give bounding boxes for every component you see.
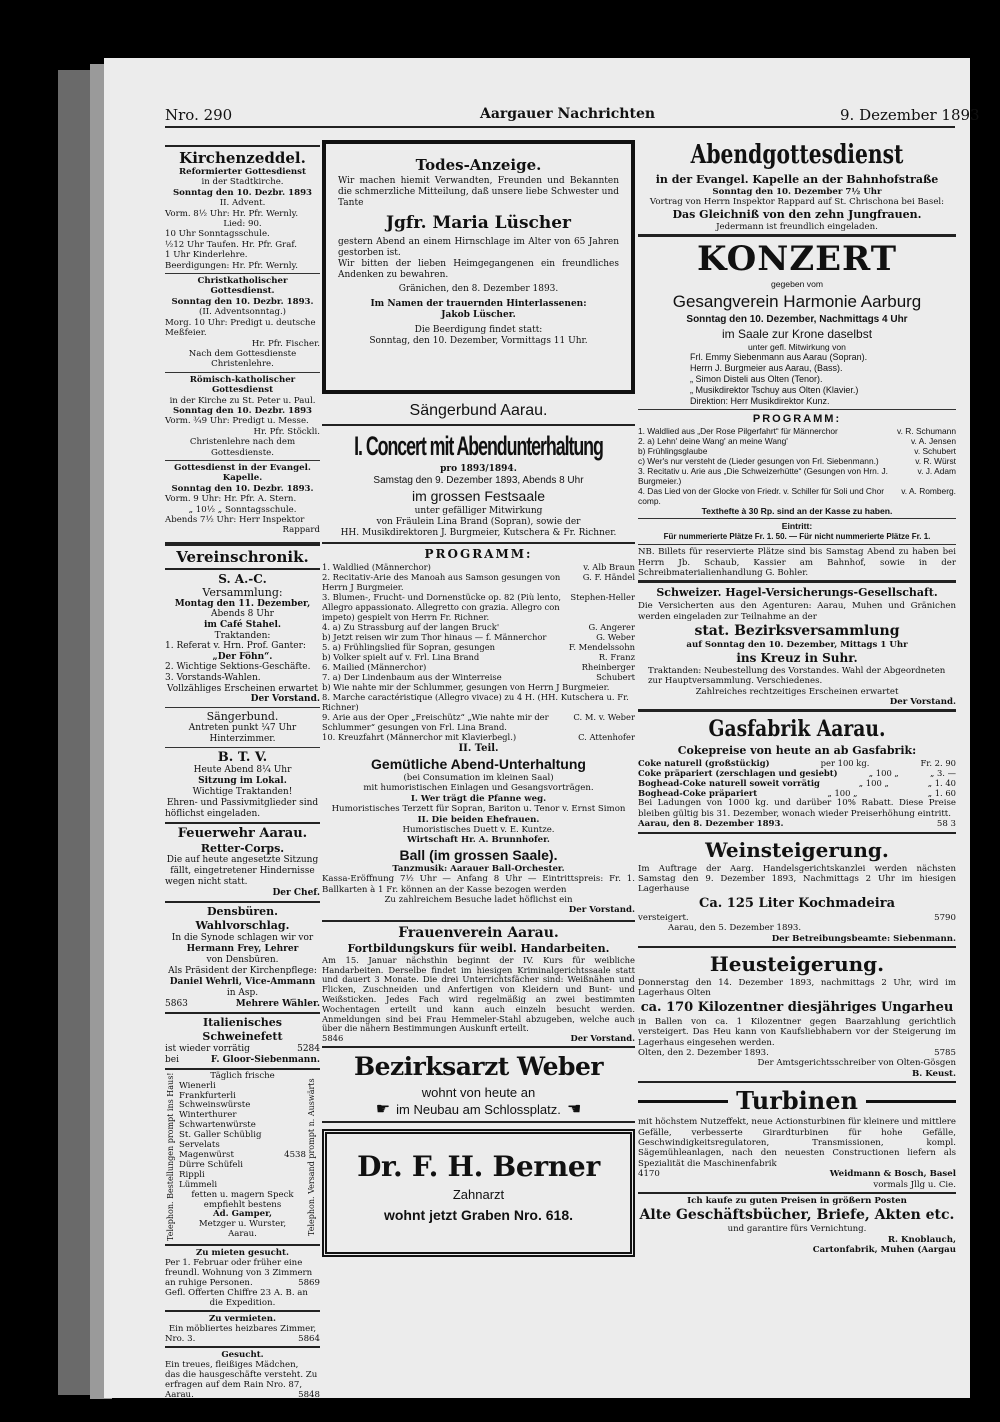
ornament-icon — [638, 1100, 728, 1103]
list-item: 10 Uhr Sonntagsschule. — [165, 229, 270, 240]
sac-line: Versammlung: — [202, 585, 283, 599]
sac-title: S. A.-C. — [218, 571, 267, 586]
k-musician: „ Musikdirektor Tschuy aus Olten (Klavier.) — [690, 385, 859, 396]
list-item: Gottesdienst in der Evangel. Kapelle. — [174, 462, 311, 484]
list-item: Sonntag den 10. Dezbr. 1893 — [172, 187, 313, 198]
side-text: Telephon. Bestellungen prompt ins Haus! — [166, 1072, 175, 1242]
notice-title: Gesucht. — [221, 1349, 264, 1360]
w-text: versteigert. — [638, 912, 689, 923]
fv-text: Am 15. Januar nächsthin beginnt der IV. Kurs für weibliche Handarbeiten. Derselbe findet im hiesigen Kriminalgerichtssaale statt und dauert 3 Monate. Die drei Unterrichtsfächer sind: Weißnähen und Flicken, Zuschneiden und Anfertigen von Kleidern und Bunt- und Weißsticken. Jedes Fach wird regelmäßig an zwei bestimmten Wochentagen erteilt und kann auch einzeln besucht werden. Anmeldungen sind bei Frau Hemmeler-Stahl abzugeben, welche auch über die nähern Bestimmungen Auskunft erteilt. — [322, 954, 635, 1034]
sac-line: Traktanden: — [214, 630, 271, 641]
list-item: Ad. Gamper, — [212, 1209, 273, 1220]
list-item: Winterthurer — [179, 1110, 237, 1121]
saengerbund-concert — [322, 400, 635, 562]
sb-concert: I. Concert mit Abendunterhaltung — [354, 431, 603, 461]
notice-line: Gefl. Offerten Chiffre 23 A. B. an — [165, 1287, 308, 1298]
t-title: Turbinen — [736, 1086, 858, 1116]
ornament-icon — [866, 1100, 956, 1103]
g-note: Bei Ladungen von 1000 kg. und darüber 10% Rabatt. Diese Preise bleiben gültig bis 31. Dezember, wonach wieder Preiserhöhung eintritt. — [638, 798, 956, 819]
notice-line: erfragen auf dem Rain Nro. 87, — [165, 1379, 303, 1390]
frauenverein-ad — [322, 924, 635, 1044]
heusteigerung-ad — [638, 950, 956, 1079]
pointing-hand-icon: ☛ — [375, 1101, 391, 1119]
weinsteigerung-ad — [638, 836, 956, 944]
kirchenzeddel-list — [165, 167, 320, 536]
side-text: Telephon. Versand prompt n. Auswärts — [307, 1077, 316, 1236]
list-item: empfiehlt bestens — [203, 1199, 282, 1210]
ad-number: 5869 — [298, 1277, 320, 1288]
sb-program — [322, 562, 635, 742]
ad-number: 5863 — [165, 998, 188, 1009]
list-item: „ 10½ „ Sonntagsschule. — [188, 504, 297, 515]
wurst-ad — [165, 1072, 320, 1242]
list-item: Abends 7½ Uhr: Herr Inspektor — [165, 515, 305, 525]
berner-sub: Zahnarzt — [452, 1187, 505, 1203]
tod-place: Gränichen, den 8. Dezember 1893. — [398, 284, 559, 294]
notice-line: Hinterzimmer. — [209, 733, 276, 744]
list-item: ½12 Uhr Taufen. Hr. Pfr. Graf. — [165, 239, 298, 250]
ad-number: 5790 — [934, 912, 956, 923]
k-musician: „ Simon Disteli aus Olten (Tenor). — [690, 374, 823, 385]
list-item: Vorm. 9 Uhr: Hr. Pfr. A. Stern. — [165, 494, 297, 505]
k-musician: Direktion: Herr Musikdirektor Kunz. — [690, 396, 830, 407]
todes-anzeige — [322, 140, 635, 394]
list-item: fetten u. magern Speck — [191, 1189, 294, 1200]
notice-line: ist wieder vorrätig — [165, 1043, 250, 1054]
ad-number: 4538 — [284, 1150, 306, 1160]
notice-line: Per 1. Februar oder früher eine — [165, 1257, 303, 1268]
sb-invite: Zu zahlreichem Besuche ladet höflichst ein — [384, 895, 573, 906]
k-prog-title: PROGRAMM: — [752, 413, 842, 426]
k-prices: Für nummerierte Plätze Fr. 1. 50. — Für nicht nummerierte Plätze Fr. 1. — [663, 531, 931, 541]
a-line: Ich kaufe zu guten Preisen in größern Posten — [687, 1196, 907, 1207]
program-item: 1. Waldlied aus „Der Rose Pilgerfahrt“ für Männerchor v. R. Schumann — [638, 426, 956, 437]
sb-wirt: Wirtschaft Hr. A. Brunnhofer. — [407, 835, 550, 846]
w-title: Weinsteigerung. — [705, 837, 889, 862]
pointing-hand-icon: ☛ — [566, 1101, 582, 1119]
ad-number: 5284 — [297, 1043, 320, 1054]
tod-name: Jgfr. Maria Lüscher — [385, 213, 572, 233]
middle-column — [322, 140, 635, 1395]
notice-line: Heute Abend 8¼ Uhr — [193, 764, 292, 775]
program-item: 3. Blumen-, Frucht- und Dornenstücke op. 82 (Più lento, Allegro appassionato. Allegretto con grazia. Allegro con impeto) gespielt von Herrn Fr. Richner. Stephen-Heller — [322, 592, 635, 622]
notice-line: das die hausgeschäfte versteht. Zu — [165, 1369, 318, 1380]
ag-invite: Jedermann ist freundlich eingeladen. — [716, 221, 878, 232]
geschaeftsbuecher-ad — [638, 1196, 956, 1256]
list-item: St. Galler Schüblig — [179, 1130, 262, 1141]
saengerbund-notice — [165, 710, 320, 745]
sac-line: Der Vorstand. — [250, 694, 320, 705]
fv-sub: Fortbildungskurs für weibl. Handarbeiten. — [347, 941, 610, 955]
weber-text: wohnt von heute an — [421, 1085, 536, 1101]
mieten-ad — [165, 1248, 320, 1308]
left-column — [165, 143, 320, 1400]
h-title: Schweizer. Hagel-Versicherungs-Gesellschaft. — [656, 586, 938, 600]
notice-title: B. T. V. — [217, 749, 268, 765]
kirchenzeddel-title: Kirchenzeddel. — [179, 149, 306, 167]
g-sub: Cokepreise von heute an ab Gasfabrik: — [677, 744, 917, 758]
sac-line: 2. Wichtige Sektions-Geschäfte. — [165, 662, 311, 673]
k-with: unter gefl. Mitwirkung von — [748, 341, 846, 352]
hs-text: in Ballen von ca. 1 Kilozentner gegen Baarzahlung gerichtlich versteigert. Das Heu kann von Kaufsliebhabern vor der Steigerung im Lagerhaus eingesehen werden. — [638, 1016, 956, 1048]
sb-part2 — [322, 742, 635, 916]
list-item: Hr. Pfr. Stöckli. — [253, 426, 320, 437]
ag-vortrag: Vortrag von Herrn Inspektor Rappard auf St. Chrischona bei Basel: — [649, 197, 945, 208]
g-title: Gasfabrik Aarau. — [708, 716, 886, 743]
notice-title: Densbüren. Wahlvorschlag. — [195, 904, 290, 932]
hs-date: Olten, den 2. Dezember 1893. — [638, 1048, 769, 1058]
notice-line: bei — [165, 1054, 179, 1065]
list-item: Römisch-katholischer Gottesdienst — [189, 374, 296, 396]
notice-line: Ehren- und Passivmitglieder sind — [166, 797, 319, 808]
notice-line: an ruhige Personen. — [165, 1277, 253, 1288]
masthead: Aargauer Nachrichten — [480, 106, 656, 122]
sac-line: im Café Stahel. — [203, 620, 282, 630]
k-given: gegeben vom — [770, 279, 824, 290]
hs-text: Donnerstag den 14. Dezember 1893, nachmittags 2 Uhr, wird im Lagerhaus Olten — [638, 977, 956, 999]
notice-title: Zu mieten gesucht. — [195, 1247, 290, 1258]
sac-line: Abends 8 Uhr — [211, 609, 274, 620]
program-item: b) Jetzt reisen wir zum Thor hinaus — f. Männerchor G. Weber — [322, 632, 635, 642]
notice-line: Ein möbliertes heizbares Zimmer, — [168, 1323, 317, 1334]
right-column — [638, 137, 956, 1395]
hs-title: Heusteigerung. — [709, 951, 885, 976]
header-rule — [165, 126, 955, 128]
price-row: Boghead-Coke naturell soweit vorrätig „ 100 „ „ 1. 40 — [638, 778, 956, 789]
sb-gem-line: mit humoristischen Einlagen und Gesangsvorträgen. — [363, 783, 594, 794]
program-item: 2. a) Lehn' deine Wang' an meine Wang' v. A. Jensen — [638, 436, 956, 447]
sb-with: HH. Musikdirektoren J. Burgmeier, Kutschera & Fr. Richner. — [340, 528, 617, 538]
program-item: 5. a) Frühlingslied für Sopran, gesungen F. Mendelssohn — [322, 642, 635, 652]
list-item: Sonntag den 10. Dezbr. 1893 — [172, 405, 313, 416]
h-place: ins Kreuz in Suhr. — [736, 650, 858, 665]
a-sign: R. Knoblauch, — [887, 1234, 956, 1245]
sb-gem-line: Humoristisches Terzett für Sopran, Bariton u. Tenor v. Ernst Simon — [331, 804, 626, 815]
program-item: 6. Mailied (Männerchor) Rheinberger — [322, 662, 635, 672]
sb-kassa: Kassa-Eröffnung 7½ Uhr — Anfang 8 Uhr — Eintrittspreis: Fr. 1. Ballkarten à 1 Fr. können an der Kasse bezogen werden — [322, 874, 635, 895]
hs-sign: B. Keust. — [911, 1068, 956, 1079]
sb-gem: Gemütliche Abend-Unterhaltung — [371, 756, 586, 772]
notice-line: Die auf heute angesetzte Sitzung — [166, 854, 319, 865]
list-item: Beerdigungen: Hr. Pfr. Wernly. — [165, 260, 298, 271]
wurst-list — [179, 1072, 306, 1242]
ad-number: 5848 — [298, 1389, 320, 1400]
tod-burial: Sonntag, den 10. Dezember, Vormittags 11 Uhr. — [369, 336, 588, 346]
list-item: Lied: 90. — [223, 219, 262, 230]
list-item: Morg. 10 Uhr: Predigt u. deutsche Meßfeier. — [165, 317, 316, 339]
tod-title: Todes-Anzeige. — [415, 156, 542, 174]
vereinschronik-title: Vereinschronik. — [176, 547, 309, 566]
sac-notice — [165, 572, 320, 705]
sb-title: Sängerbund Aarau. — [409, 402, 548, 419]
notice-title: Feuerwehr Aarau. — [177, 825, 308, 841]
list-item: Aarau. — [228, 1229, 257, 1240]
g-date: Aarau, den 8. Dezember 1893. — [638, 819, 784, 830]
list-item: Schweinswürste — [179, 1100, 251, 1111]
program-item: 4. Das Lied von der Glocke von Friedr. v. Schiller für Soli und Chor comp. v. A. Romberg. — [638, 486, 956, 507]
list-item: Dürre Schüfeli — [179, 1159, 243, 1170]
list-item: Nach dem Gottesdienste Christenlehre. — [188, 348, 297, 370]
notice-title: Italienisches Schweinefett — [202, 1015, 283, 1043]
h-invite: Zahlreiches rechtzeitiges Erscheinen erwartet — [695, 686, 899, 697]
program-item: b) Volker spielt auf v. Frl. Lina Brand R. Franz — [322, 652, 635, 662]
sb-gem-line: Humoristisches Duett v. E. Kuntze. — [402, 825, 555, 836]
notice-line: Mehrere Wähler. — [235, 998, 320, 1009]
notice-line: von Densbüren. — [206, 954, 279, 965]
t-sign: Weidmann & Bosch, Basel — [829, 1169, 956, 1180]
notice-line: In die Synode schlagen wir vor — [171, 932, 314, 943]
btv-notice — [165, 750, 320, 820]
price-row: Boghead-Coke präpariert „ 100 „ „ 1. 60 — [638, 788, 956, 799]
a-title: Alte Geschäftsbücher, Briefe, Akten etc. — [639, 1207, 955, 1224]
berner-title: Dr. F. H. Berner — [357, 1150, 600, 1184]
ad-number: 5846 — [322, 1033, 344, 1044]
list-item: Magenwürst — [179, 1150, 234, 1160]
notice-line: Nro. 3. — [165, 1333, 196, 1344]
ad-number: 5864 — [298, 1333, 320, 1344]
ag-title: Abendgottesdienst — [690, 140, 904, 170]
program-item: b) Wie nahte mir der Schlummer, gesungen von Herrn J Burgmeier. — [322, 682, 610, 692]
ag-theme: Das Gleichniß von den zehn Jungfrauen. — [672, 207, 922, 221]
h-trakt: Traktanden: Neubestellung des Vorstandes. Wahl der Abgeordneten zur Hauptversammlung. Verschiedenes. — [648, 665, 946, 687]
price-row: Coke präpariert (zerschlagen und gesiebt) „ 100 „ „ 3. — — [638, 768, 956, 779]
sb-gem-line: (bei Consumation im kleinen Saal) — [403, 773, 554, 783]
list-item: Sonntag den 10. Dezbr. 1893. — [171, 296, 314, 307]
notice-title: Zu vermieten. — [208, 1313, 276, 1324]
sb-prog-title: PROGRAMM: — [424, 547, 533, 561]
list-item: II. Advent. — [219, 198, 266, 209]
schweinefett-ad — [165, 1016, 320, 1066]
weber-title: Bezirksarzt Weber — [353, 1052, 604, 1082]
berner-ad — [322, 1129, 635, 1257]
notice-line: freundl. Wohnung von 3 Zimmern — [165, 1267, 313, 1278]
list-item: Lümmeli — [179, 1179, 218, 1190]
list-item: (II. Adventsonntag.) — [198, 307, 287, 318]
notice-line: Antreten punkt ¼7 Uhr — [188, 722, 297, 733]
notice-line: Wichtige Traktanden! — [192, 786, 293, 797]
sac-line: „Der Föhn“. — [212, 651, 273, 662]
abendgottesdienst-ad — [638, 137, 956, 232]
program-item: 1. Waldlied (Männerchor) v. Alb Braun — [322, 562, 635, 572]
w-sign: Der Betreibungsbeamte: Siebenmann. — [771, 933, 956, 944]
w-item: Ca. 125 Liter Kochmadeira — [698, 895, 895, 911]
turbinen-ad — [638, 1085, 956, 1190]
notice-line: Der Chef. — [272, 887, 320, 898]
list-item: Reformierter Gottesdienst — [179, 167, 306, 177]
a-text: und garantire fürs Vernichtung. — [727, 1224, 867, 1235]
notice-line: wegen nicht statt. — [165, 876, 248, 887]
t-sign: vormals Jllg u. Cie. — [873, 1179, 956, 1190]
tod-text: gestern Abend an einem Hirnschlage im Alter von 65 Jahren gestorben ist. — [338, 237, 619, 258]
list-item: Christkatholischer Gottesdienst. — [197, 276, 288, 297]
konzert-ad — [638, 239, 956, 578]
ag-sub: in der Evangel. Kapelle an der Bahnhofstraße — [655, 173, 939, 186]
k-musician: Frl. Emmy Siebenmann aus Aarau (Sopran). — [690, 352, 868, 363]
hs-item: ca. 170 Kilozentner diesjähriges Ungarheu — [640, 999, 954, 1015]
tod-text: Wir bitten der lieben Heimgegangenen ein freundliches Andenken zu bewahren. — [338, 259, 619, 280]
sb-part2-title: II. Teil. — [458, 743, 499, 754]
notice-line: Hermann Frey, Lehrer — [186, 943, 299, 954]
list-item: Sonntag den 10. Dezbr. 1893. — [171, 483, 314, 494]
notice-line: Als Präsident der Kirchenpflege: — [168, 965, 317, 976]
list-item: 1 Uhr Kinderlehre. — [165, 250, 248, 261]
notice-line: Aarau. — [165, 1389, 194, 1400]
h-text: Die Versicherten aus den Agenturen: Aarau, Muhen und Gränichen werden eingeladen zur Teilnahme an der — [638, 601, 956, 622]
h-versamm: stat. Bezirksversammlung — [694, 623, 900, 640]
sac-line: 3. Vorstands-Wahlen. — [165, 672, 261, 683]
w-date: Aarau, den 5. Dezember 1893. — [668, 923, 802, 934]
ag-date: Sonntag den 10. Dezember 7½ Uhr — [712, 187, 882, 197]
list-item: Vorm. 8½ Uhr: Hr. Pfr. Wernly. — [165, 208, 299, 219]
program-item: 3. Recitativ u. Arie aus „Die Schweizerhütte“ (Gesungen von Hrn. J. Burgmeier.) v. J. Adam — [638, 466, 956, 487]
k-nb: NB. Billets für reservierte Plätze sind bis Samstag Abend zu haben bei Herrn Jb. Schaub, Kassier am Bahnhof, sowie in der Schreibmaterialienhandlung G. Bohler. — [638, 547, 956, 579]
notice-line: F. Gloor-Siebenmann. — [210, 1054, 320, 1065]
gesucht-ad — [165, 1350, 320, 1400]
list-item: Servelats — [179, 1140, 220, 1151]
t-text: mit höchstem Nutzeffekt, neue Actionsturbinen für kleinere und mittlere Gefälle, verbesserte Girardturbinen für hohe Gefälle, Geschwindigkeitsregulatoren, Transmissionen, kompl. Sägemühleanlagen, nach den neuesten Constructionen liefern als Spezialität die Maschinenfabrik — [638, 1117, 956, 1169]
program-item: 8. Marche caractéristique (Allegro vivace) zu 4 H. (HH. Kutschera u. Fr. Richner) — [322, 692, 629, 712]
tod-sign: Im Namen der trauernden Hinterlassenen: — [370, 299, 587, 309]
list-item: Vorm. ¾9 Uhr: Predigt u. Messe. — [165, 416, 309, 427]
sac-line: 1. Referat v. Hrn. Prof. Ganter: — [165, 641, 306, 652]
tod-burial: Die Beerdigung findet statt: — [414, 325, 543, 335]
list-item: Metzger u. Wurster, — [198, 1219, 287, 1230]
list-item: Rippli — [179, 1169, 205, 1180]
h-sign: Der Vorstand. — [889, 696, 956, 707]
list-item: in der Kirche zu St. Peter u. Paul. — [169, 395, 316, 406]
notice-line: höflichst eingeladen. — [165, 808, 261, 819]
k-title: KONZERT — [696, 239, 898, 280]
notice-line: Daniel Wehrli, Vice-Ammann — [169, 976, 316, 987]
list-item: Rappard — [282, 525, 320, 536]
weber-ad — [322, 1050, 635, 1119]
notice-line: Retter-Corps. — [200, 841, 285, 855]
list-item: Christenlehre nach dem Gottesdienste. — [189, 437, 296, 458]
list-item: Wienerli — [179, 1080, 216, 1091]
h-date: auf Sonntag den 10. Dezember, Mittags 1 Uhr — [686, 640, 908, 651]
hagel-ad — [638, 585, 956, 707]
fv-sign: Der Vorstand. — [570, 1033, 635, 1044]
weber-text: im Neubau am Schlossplatz. — [396, 1102, 561, 1118]
fv-title: Frauenverein Aarau. — [398, 924, 559, 941]
program-item: 7. a) Der Lindenbaum aus der Winterreise Schubert — [322, 672, 635, 682]
list-item: Frankfurterli — [179, 1090, 236, 1101]
list-item: Täglich frische — [210, 1070, 275, 1081]
sac-line: Vollzähliges Erscheinen erwartet — [167, 683, 318, 694]
notice-title: Sängerbund. — [206, 709, 279, 723]
vermieten-ad — [165, 1314, 320, 1344]
k-verein: Gesangverein Harmonie Aarburg — [672, 291, 922, 311]
program-item: 4. a) Zu Strassburg auf der langen Bruck' G. Angerer — [322, 622, 635, 632]
k-place: im Saale zur Krone daselbst — [721, 326, 873, 341]
notice-line: Sitzung im Lokal. — [198, 775, 287, 786]
k-texthefte: Texthefte à 30 Rp. sind an der Kasse zu haben. — [701, 506, 893, 517]
sb-with: von Fräulein Lina Brand (Sopran), sowie der — [376, 517, 581, 527]
k-date: Sonntag den 10. Dezember, Nachmittags 4 Uhr — [686, 313, 908, 325]
sac-line: Montag den 11. Dezember, — [174, 598, 311, 609]
issue-number: Nro. 290 — [165, 106, 233, 124]
gasfabrik-ad — [638, 714, 956, 829]
list-item: Schwartenwürste — [179, 1120, 256, 1131]
ad-number: 5785 — [934, 1048, 956, 1058]
sb-hall: im grossen Festsaale — [411, 488, 546, 504]
program-item: b) Frühlingsglaube v. Schubert — [638, 446, 956, 457]
list-item: in der Stadtkirche. — [201, 177, 284, 188]
sb-season: pro 1893/1894. — [440, 464, 517, 474]
program-item: 10. Kreuzfahrt (Männerchor mit Klavierbegl.) C. Attenhofer — [322, 732, 635, 742]
a-sign: Cartonfabrik, Muhen (Aargau — [812, 1245, 956, 1256]
sb-gem-line: I. Wer trägt die Pfanne weg. — [410, 793, 547, 804]
program-item: 2. Recitativ-Arie des Manoah aus Samson gesungen von Herrn J Burgmeier. G. F. Händel — [322, 572, 635, 592]
price-row: Coke naturell (großstückig) per 100 kg. Fr. 2. 90 — [638, 758, 956, 769]
notice-line: die Expedition. — [209, 1297, 276, 1308]
sb-gem-line: II. Die beiden Ehefrauen. — [417, 814, 540, 825]
w-text: Im Auftrage der Aarg. Handelsgerichtskanzlei werden nächsten Samstag den 9. Dezember 1893, Nachmittags 2 Uhr im hiesigen Lagerhause — [638, 863, 956, 895]
berner-addr: wohnt jetzt Graben Nro. 618. — [383, 1207, 574, 1224]
tod-sign: Jakob Lüscher. — [441, 310, 516, 320]
ad-number: 4170 — [638, 1169, 660, 1180]
notice-line: in Asp. — [226, 987, 259, 998]
notice-line: fällt, eingetretener Hindernisse — [170, 865, 315, 876]
list-item: Hr. Pfr. Fischer. — [251, 338, 320, 349]
sb-sign: Der Vorstand. — [568, 905, 635, 916]
sb-ball: Ball (im grossen Saale). — [399, 846, 558, 863]
feuerwehr-notice — [165, 826, 320, 899]
tod-text: Wir machen hiemit Verwandten, Freunden und Bekannten die schmerzliche Mitteilung, daß unsere liebe Schwester und Tante — [338, 176, 619, 208]
sb-with: unter gefälliger Mitwirkung — [414, 506, 543, 516]
k-musician: Herrn J. Burgmeier aus Aarau, (Bass). — [690, 363, 843, 374]
ad-number: 58 3 — [936, 819, 956, 830]
issue-date: 9. Dezember 1893 — [840, 106, 980, 124]
sb-tanz: Tanzmusik: Aarauer Ball-Orchester. — [392, 863, 565, 874]
densbueren-notice — [165, 905, 320, 1010]
program-item: c) Wer's nur versteht de (Lieder gesungen von Frl. Siebenmann.) v. R. Würst — [638, 456, 956, 467]
sb-date: Samstag den 9. Dezember 1893, Abends 8 Uhr — [373, 475, 584, 486]
program-item: 9. Arie aus der Oper „Freischütz“ „Wie nahte mir der Schlummer“ gesungen von Frl. Lina Brand. C. M. v. Weber — [322, 712, 635, 732]
notice-line: Ein treues, fleißiges Mädchen, — [165, 1359, 299, 1370]
k-eintritt: Eintritt: — [781, 521, 813, 532]
hs-sign: Der Amtsgerichtsschreiber von Olten-Gösgen — [757, 1058, 956, 1069]
